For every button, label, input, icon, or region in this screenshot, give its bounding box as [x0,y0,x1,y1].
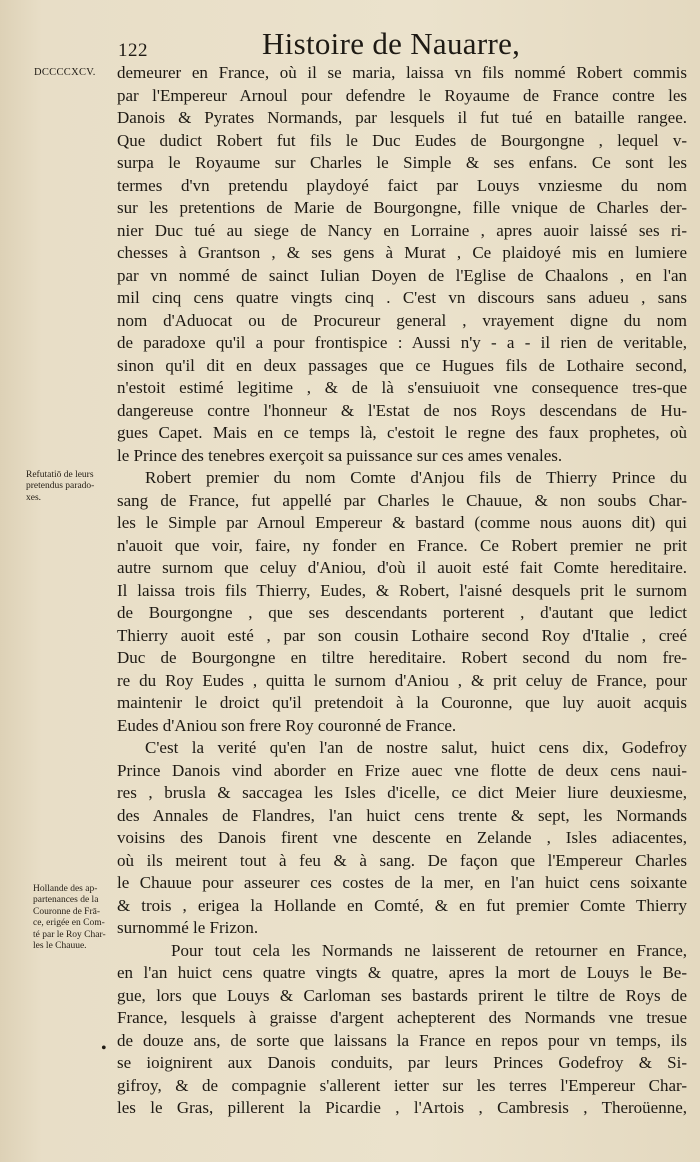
text-line: de paradoxe qu'il a pour frontispice : Aussi n'y - a - il rien de veritable, [117,333,687,352]
text-line: se ioignirent aux Danois conduits, par leurs Princes Godefroy & Si- [117,1053,687,1072]
text-line: de Bourgongne , que ses descendants porterent , d'autant que ledict [117,603,687,622]
text-line: re du Roy Eudes , quitta le surnom d'Aniou , & prit celuy de France, pour [117,670,687,690]
text-line: Eudes d'Aniou son frere Roy couronné de France. [117,715,457,735]
text-line: gifroy, & de compagnie s'allerent ietter sur les terres l'Empereur Char- [117,1075,687,1095]
text-line: termes d'vn pretendu playdoyé faict par Louys vnziesme du nom [117,175,687,195]
body-text [117,62,687,1120]
text-line: surnommé le Frizon. [117,918,259,937]
text-line: le Chauue pour asseurer ces costes de la mer, en l'an huict cens soixante [117,873,687,892]
text-line: surpa le Royaume sur Charles le Simple & ses enfans. Ce sont les [117,153,687,172]
text-line: en l'an huict cens quatre vingts & quatre, apres la mort de Louys le Be- [117,963,687,982]
text-line: Danois & Pyrates Normands, par lesquels il fut tué en bataille rangee. [117,108,687,127]
side-note-line: partenances de la [33,895,99,906]
text-line: de douze ans, de sorte que laissans la France en repos pour vn temps, ils [117,1030,687,1050]
text-line: les le Simple par Arnoul Empereur & bastard (comme nous auons dit) qui [117,513,687,532]
text-line: maintenir le droict qu'il pretendoit à la Couronne, que luy auoit acquis [117,693,687,712]
text-line: par l'Empereur Arnoul pour defendre le Royaume de France contre les [117,85,687,105]
side-note-line: xes. [26,492,42,503]
text-line: où ils meirent tout à feu & à sang. De façon que l'Empereur Charles [117,850,687,870]
text-line: sinon qu'il dit en deux passages que ce Hugues fils de Lothaire second, [117,355,687,375]
marginal-bullet: • [101,1040,107,1057]
side-note-line: Couronne de Frā- [33,906,101,917]
text-line: Pour tout cela les Normands ne laisserent de retourner en France, [171,940,687,960]
text-line: gues Capet. Mais en ce temps là, c'estoit le regne des faux prophetes, où [117,423,687,442]
text-line: chesses à Grantson , & ses gens à Murat , Ce plaidoyé mis en lumiere [117,243,687,262]
text-line: demeurer en France, où il se maria, laissa vn fils nommé Robert commis [117,63,687,82]
refutation-side-note [26,470,94,504]
text-line: les le Gras, pillerent la Picardie , l'Artois , Cambresis , Theroüenne, [117,1098,687,1117]
text-line: voisins des Danois firent vne descente en Zelande , Isles adiacentes, [117,828,687,847]
side-note-line: té par le Roy Char- [33,929,106,940]
text-line: France, lesquels à graisse d'argent achepterent des Normands vne tresue [117,1008,687,1027]
text-line: Il laissa trois fils Thierry, Eudes, & Robert, l'aisné desquels prit le surnom [117,580,687,600]
text-line: n'estoit estimé legitime , & de là s'ensuiuoit vne consequence tres-que [117,378,687,397]
text-line: res , brusla & saccagea les Isles d'icelle, ce dict Meier liure deuxiesme, [117,783,687,802]
text-line: Que dudict Robert fut fils le Duc Eudes de Bourgongne , lequel v- [117,130,687,150]
text-line: n'auoit que voir, faire, ny fonder en France. Ce Robert premier ne prit [117,535,687,555]
text-line: le Prince des tenebres exerçoit sa puissance sur ces ames venales. [117,445,563,465]
running-title: Histoire de Nauarre, [262,26,521,61]
hollande-side-note [33,884,106,952]
year-marginal: DCCCCXCV. [34,67,96,78]
text-line: autre surnom que celuy d'Aniou, d'où il auoit esté fait Comte hereditaire. [117,558,687,577]
text-line: nier Duc tué au siege de Nancy en Lorraine , apres auoir laissé ses ri- [117,220,687,240]
text-line: mil cinq cens quatre vingts cinq . C'est vn discours sans adueu , sans [117,288,687,307]
page-number: 122 [118,40,148,61]
side-note-line: ce, erigée en Com- [33,918,105,929]
text-line: Duc de Bourgongne en tiltre hereditaire. Robert second du nom fre- [117,648,687,667]
text-line: Thierry auoit esté , par son cousin Lothaire second Roy d'Italie , creé [117,625,687,645]
side-note-line: les le Chauue. [33,941,87,952]
text-line: des Annales de Flandres, l'an huict cens trente & sept, les Normands [117,805,687,825]
text-line: C'est la verité qu'en l'an de nostre salut, huict cens dix, Godefroy [145,738,687,757]
side-note-line: Refutatiō de leurs [26,470,94,480]
text-line: nom d'Aduocat ou de Procureur general , vrayement digne du nom [117,310,687,330]
text-line: Prince Danois vind aborder en Frize auec vne flotte de deux cens naui- [117,760,687,780]
side-note-line: pretendus parado- [26,481,95,492]
text-line: sur les pretentions de Marie de Bourgongne, fille vnique de Charles der- [117,198,687,217]
text-line: par vn nommé de sainct Iulian Doyen de l'Eglise de Chaalons , en l'an [117,265,687,285]
text-line: sang de France, fut appellé par Charles le Chauue, & non soubs Char- [117,490,687,510]
text-line: dangereuse contre l'honneur & l'Estat de nos Roys descendans de Hu- [117,400,687,420]
side-note-line: Hollande des ap- [33,884,98,894]
text-line: & trois , erigea la Hollande en Comté, & en fut premier Comte Thierry [117,895,687,915]
text-line: Robert premier du nom Comte d'Anjou fils de Thierry Prince du [145,468,687,487]
text-line: gue, lors que Louys & Carloman ses bastards prirent le tiltre de Roys de [117,985,687,1005]
